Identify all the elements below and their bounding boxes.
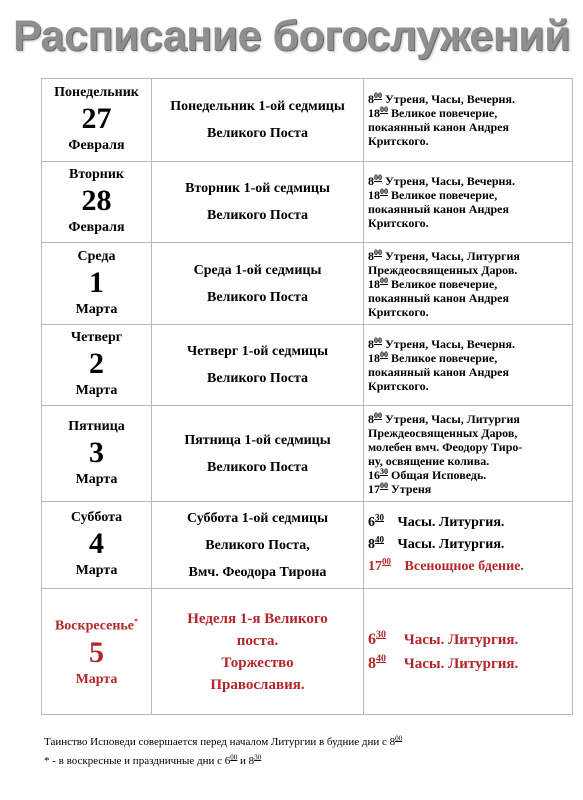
time-minutes: 40 (375, 534, 384, 545)
day-name: Вторник (68, 167, 124, 182)
time-minutes: 30 (376, 629, 386, 641)
time-hour: 8 (368, 337, 374, 351)
day-cell (42, 589, 152, 715)
time-hour: 6 (368, 515, 375, 530)
time-hour: 8 (368, 174, 374, 188)
time-minutes: 00 (380, 480, 388, 490)
schedule-row (42, 79, 573, 162)
schedule-row (42, 589, 573, 715)
month-name: Февраля (68, 138, 125, 153)
service-text: молебен вмч. Феодору Тиро- (368, 439, 523, 454)
service-time (368, 106, 388, 120)
service-time (368, 512, 384, 530)
service-text: Великое повечерие, (391, 276, 498, 291)
service-text: покаянный канон Андрея (368, 120, 509, 134)
title-line: Великого Поста (206, 126, 308, 141)
time-minutes: 00 (380, 187, 388, 196)
month-name: Марта (75, 383, 118, 398)
time-hour: 16 (368, 467, 380, 482)
title-line: поста. (236, 632, 279, 649)
service-time (368, 249, 382, 263)
service-line (368, 556, 572, 578)
title-line: Вторник 1-ой седмицы (185, 181, 330, 196)
time-minutes: 00 (374, 247, 382, 257)
service-day-title (152, 325, 364, 406)
title-line: Неделя 1-я Великого (187, 610, 328, 627)
service-line (368, 106, 572, 120)
service-time (368, 188, 388, 202)
time-minutes: 00 (380, 105, 388, 114)
day-cell (42, 325, 152, 406)
day-cell (42, 162, 152, 243)
service-line (368, 379, 572, 393)
schedule-row (42, 325, 573, 406)
time-minutes: 00 (380, 350, 388, 359)
service-text: Часы. Литургия. (397, 537, 505, 552)
service-line (368, 92, 572, 106)
title-line: Понедельник 1-ой седмицы (170, 99, 345, 114)
service-time (368, 277, 388, 291)
service-text: Критского. (368, 304, 429, 319)
time-minutes: 00 (374, 91, 382, 100)
service-day-title (152, 502, 364, 589)
title-line: Великого Поста (206, 208, 308, 223)
service-line (368, 120, 572, 134)
time-hour: 18 (368, 276, 380, 291)
day-number: 28 (81, 184, 112, 217)
time-hour: 8 (368, 248, 374, 263)
month-name: Февраля (68, 220, 125, 235)
services-cell (364, 325, 573, 406)
services-cell (364, 243, 573, 325)
time-minutes: 40 (376, 653, 386, 665)
day-name: Воскресенье (54, 618, 135, 634)
day-name: Четверг (70, 330, 123, 345)
schedule-row (42, 406, 573, 502)
service-line (368, 365, 572, 379)
title-line: Православия. (210, 676, 305, 693)
service-text: Утреня, Часы, Литургия (385, 411, 520, 426)
time-minutes: 30 (380, 466, 388, 476)
day-number: 27 (81, 102, 112, 135)
title-line: Суббота 1-ой седмицы (186, 510, 329, 526)
title-line: Великого Поста, (205, 537, 310, 553)
time-hour: 8 (368, 537, 375, 552)
service-time (368, 482, 388, 496)
service-line (368, 628, 572, 652)
service-text: Утреня, Часы, Литургия (385, 248, 520, 263)
service-line (368, 454, 572, 468)
title-line: Пятница 1-ой седмицы (184, 432, 331, 448)
service-text: Всенощное бдение. (404, 559, 524, 574)
service-time (368, 556, 391, 574)
day-number: 4 (89, 527, 104, 560)
service-text: Преждеосвященных Даров, (368, 425, 518, 440)
time-hour: 8 (368, 92, 374, 106)
service-line (368, 337, 572, 351)
service-line (368, 134, 572, 148)
service-text: покаянный канон Андрея (368, 202, 509, 216)
title-line: Среда 1-ой седмицы (193, 262, 322, 278)
footnote-confession: Таинство Исповеди совершается перед началом Литургии в будние дни с $8^{00}$ (44, 734, 403, 748)
service-text: покаянный канон Андрея (368, 365, 509, 379)
service-line (368, 216, 572, 230)
service-line (368, 202, 572, 216)
service-day-title (152, 406, 364, 502)
schedule-row (42, 243, 573, 325)
day-name: Суббота (70, 510, 123, 525)
time-hour: 18 (368, 351, 380, 365)
title-line: Великого Поста (206, 459, 308, 475)
time-hour: 8 (368, 654, 376, 672)
time-minutes: 30 (375, 512, 384, 523)
service-text: Утреня, Часы, Вечерня. (385, 174, 515, 188)
time-hour: 17 (368, 481, 380, 496)
services-cell (364, 406, 573, 502)
time-hour: 6 (368, 630, 376, 648)
footnote-star: * (134, 617, 139, 627)
service-time (368, 631, 386, 648)
day-number: 2 (89, 347, 104, 380)
day-name-wrap (42, 614, 151, 635)
service-text: Утреня, Часы, Вечерня. (385, 337, 515, 351)
service-line (368, 426, 572, 440)
month-name: Марта (75, 563, 118, 578)
time-minutes: 00 (380, 275, 388, 285)
service-text: Часы. Литургия. (403, 655, 519, 672)
day-number: 5 (89, 635, 104, 669)
day-number: 3 (89, 435, 104, 469)
day-name: Среда (77, 248, 116, 264)
month-name: Марта (75, 301, 118, 317)
service-text: Критского. (368, 379, 429, 393)
service-line (368, 468, 572, 482)
services-cell (364, 79, 573, 162)
service-text: Великое повечерие, (391, 351, 498, 365)
day-cell (42, 406, 152, 502)
services-cell (364, 502, 573, 589)
title-line: Четверг 1-ой седмицы (186, 344, 329, 359)
service-text: Часы. Литургия. (397, 515, 505, 530)
service-day-title (152, 589, 364, 715)
service-line (368, 534, 572, 556)
service-line (368, 174, 572, 188)
service-text: Критского. (368, 216, 429, 230)
service-line (368, 305, 572, 319)
service-day-title (152, 162, 364, 243)
schedule-table (41, 78, 573, 715)
title-line: Великого Поста (206, 289, 308, 305)
month-name: Марта (75, 671, 118, 687)
page-title: Расписание богослужений (12, 12, 571, 60)
schedule-row (42, 502, 573, 589)
service-time (368, 337, 382, 351)
service-line (368, 188, 572, 202)
service-text: Утреня (391, 481, 432, 496)
title-line: Вмч. Феодора Тирона (188, 564, 327, 580)
service-text: Великое повечерие, (391, 188, 498, 202)
schedule-row (42, 162, 573, 243)
service-time (368, 468, 388, 482)
service-line (368, 482, 572, 496)
service-text: покаянный канон Андрея (368, 290, 509, 305)
time-hour: 18 (368, 188, 380, 202)
service-time (368, 412, 382, 426)
day-cell (42, 79, 152, 162)
service-text: Утреня, Часы, Вечерня. (385, 92, 515, 106)
time-minutes: 00 (374, 173, 382, 182)
service-time (368, 92, 382, 106)
service-text: Общая Исповедь. (391, 467, 487, 482)
service-line (368, 263, 572, 277)
time-minutes: 00 (382, 556, 391, 567)
service-line (368, 652, 572, 676)
month-name: Марта (75, 471, 118, 487)
time-hour: 17 (368, 559, 382, 574)
day-name: Понедельник (54, 85, 139, 100)
service-day-title (152, 79, 364, 162)
footnote-sunday: * - в воскресные и праздничные дни с $6^{00}$ и $8^{30}$ (44, 753, 262, 767)
service-time (368, 534, 384, 552)
time-hour: 8 (368, 411, 374, 426)
time-minutes: 00 (374, 336, 382, 345)
service-text: Критского. (368, 134, 429, 148)
day-number: 1 (89, 265, 104, 299)
time-hour: 18 (368, 106, 380, 120)
service-line (368, 351, 572, 365)
service-line (368, 412, 572, 426)
title-line: Торжество (221, 654, 294, 671)
time-minutes: 00 (374, 410, 382, 420)
service-text: Преждеосвященных Даров. (368, 262, 518, 277)
service-text: Великое повечерие, (391, 106, 498, 120)
service-line (368, 291, 572, 305)
service-day-title (152, 243, 364, 325)
day-name: Пятница (68, 418, 125, 434)
services-cell (364, 162, 573, 243)
service-text: Часы. Литургия. (403, 631, 519, 648)
service-time (368, 351, 388, 365)
service-line (368, 277, 572, 291)
service-line (368, 440, 572, 454)
service-line (368, 249, 572, 263)
service-time (368, 174, 382, 188)
day-cell (42, 243, 152, 325)
service-time (368, 655, 386, 672)
service-line (368, 512, 572, 534)
title-line: Великого Поста (206, 371, 308, 386)
service-text: ну, освящение колива. (368, 453, 490, 468)
day-cell (42, 502, 152, 589)
services-cell (364, 589, 573, 715)
